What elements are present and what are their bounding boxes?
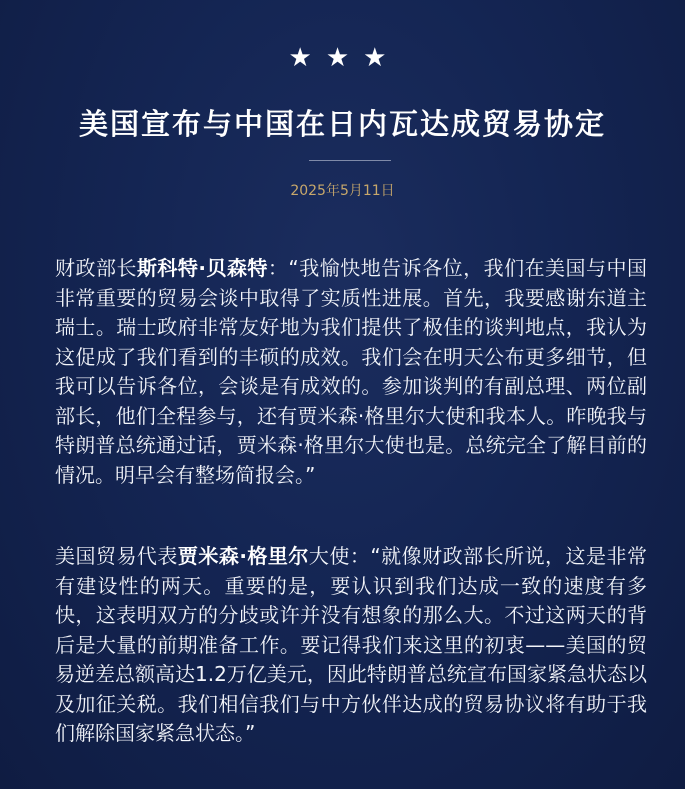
title-divider (309, 160, 391, 161)
speaker-title: 美国贸易代表 (55, 544, 178, 568)
statement-text: 大使：“就像财政部长所说，这是非常有建设性的两天。重要的是，要认识到我们达成一致的速度有多快，这表明双方的分歧或许并没有想象的那么大。不过这两天的背后是大量的前期准备工作。要记得我们来这里的初衷——美国的贸易逆差总额高达1.2万亿美元，因此特朗普总统宣布国家紧急状态以及加征关税。我们相信我们与中方伙伴达成的贸易协议将有助于我们解除国家紧急状态。” (55, 544, 647, 745)
statement-paragraph-greer (55, 542, 647, 749)
star-icon: ★ (325, 43, 360, 73)
page-title: 美国宣布与中国在日内瓦达成贸易协定 (78, 107, 606, 141)
stars-decoration (0, 43, 685, 73)
star-icon: ★ (363, 43, 397, 73)
statement-paragraph-bessent (55, 254, 647, 490)
publish-date: 2025年5月11日 (290, 183, 395, 199)
statement-text: ：“我愉快地告诉各位，我们在美国与中国非常重要的贸易会谈中取得了实质性进展。首先，我要感谢东道主瑞士。瑞士政府非常友好地为我们提供了极佳的谈判地点，我认为这促成了我们看到的丰硕的成效。我们会在明天公布更多细节，但我可以告诉各位，会谈是有成效的。参加谈判的有副总理、两位副部长，他们全程参与，还有贾米森·格里尔大使和我本人。昨晚我与特朗普总统通过话，贾米森·格里尔大使也是。总统完全了解目前的情况。明早会有整场简报会。” (55, 256, 647, 487)
speaker-name: 斯科特·贝森特 (136, 256, 268, 280)
star-icon: ★ (288, 43, 322, 73)
speaker-title: 财政部长 (55, 256, 137, 280)
speaker-name: 贾米森·格里尔 (177, 544, 309, 568)
